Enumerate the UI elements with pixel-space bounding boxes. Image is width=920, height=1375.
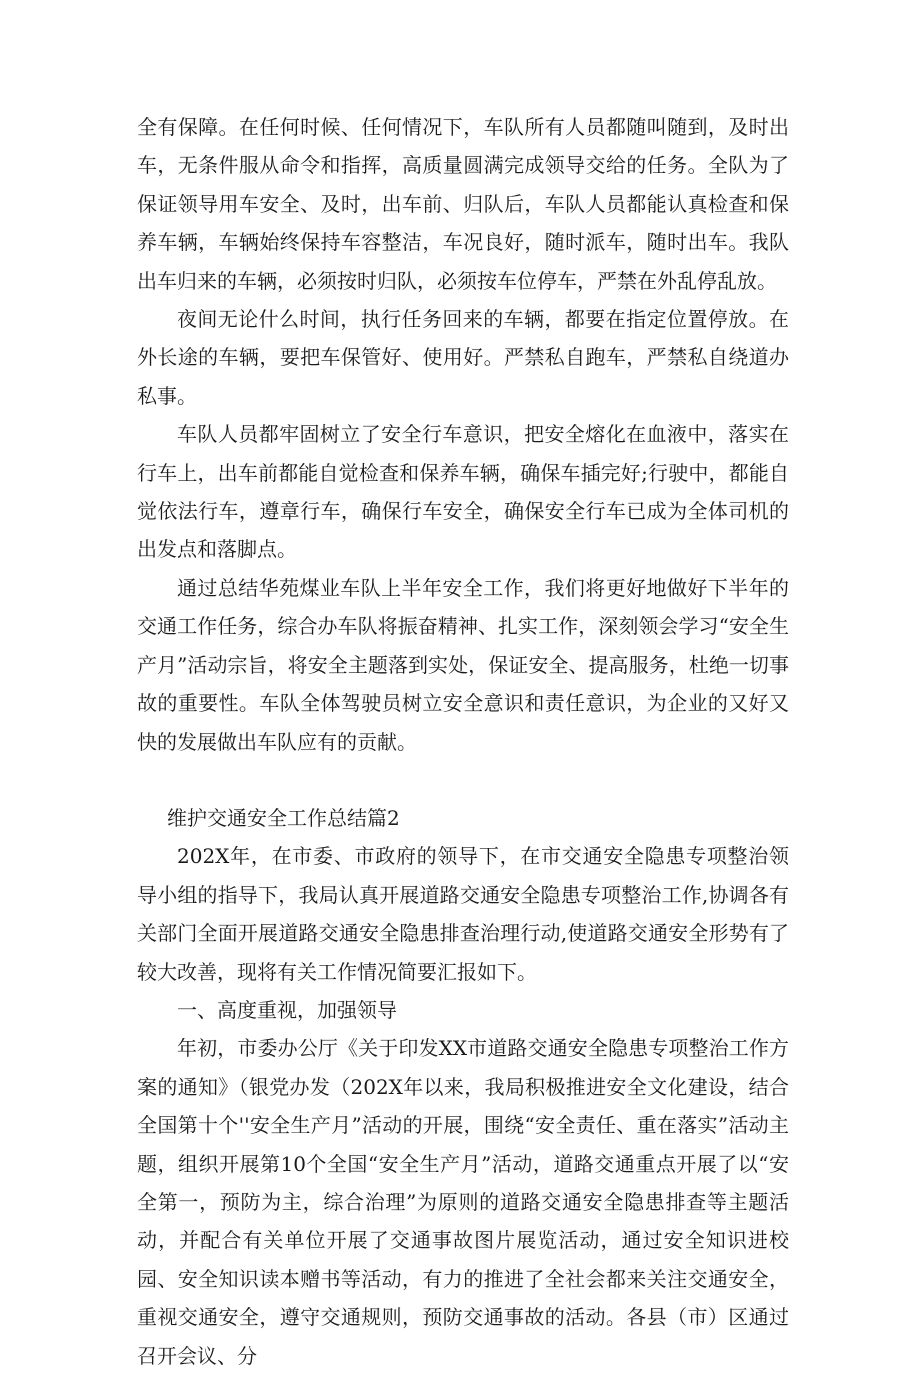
paragraph: 202X年，在市委、市政府的领导下，在市交通安全隐患专项整治领导小组的指导下，我局认真开展道路交通安全隐患专项整治工作,协调各有关部门全面开展道路交通安全隐患排查治理行动,使道路交通安全形势有了较大改善，现将有关工作情况简要汇报如下。: [137, 844, 789, 984]
paragraph: 车队人员都牢固树立了安全行车意识，把安全熔化在血液中，落实在行车上，出车前都能自觉检查和保养车辆，确保车插完好;行驶中，都能自觉依法行车，遵章行车，确保行车安全，确保安全行车已成为全体司机的出发点和落脚点。: [137, 422, 789, 562]
document-body: [137, 108, 789, 1375]
subsection-heading: 一、高度重视，加强领导: [177, 997, 397, 1022]
paragraph: 年初，市委办公厅《关于印发XX市道路交通安全隐患专项整治工作方案的通知》（银党办发（202X年以来，我局积极推进安全文化建设，结合全国第十个''安全生产月”活动的开展，围绕“安全责任、重在落实”活动主题，组织开展第10个全国“安全生产月”活动，道路交通重点开展了以“安全第一，预防为主，综合治理”为原则的道路交通安全隐患排查等主题活动，并配合有关单位开展了交通事故图片展览活动，通过安全知识进校园、安全知识读本赠书等活动，有力的推进了全社会都来关注交通安全，重视交通安全，遵守交通规则，预防交通事故的活动。各县（市）区通过召开会议、分: [137, 1036, 789, 1368]
paragraph-continued: 全有保障。在任何时候、任何情况下，车队所有人员都随叫随到，及时出车，无条件服从命令和指挥，高质量圆满完成领导交给的任务。全队为了保证领导用车安全、及时，出车前、归队后，车队人员都能认真检查和保养车辆，车辆始终保持车容整洁，车况良好，随时派车，随时出车。我队出车归来的车辆，必须按时归队，必须按车位停车，严禁在外乱停乱放。: [137, 115, 789, 293]
section-title: 维护交通安全工作总结篇2: [167, 805, 400, 830]
paragraph: 夜间无论什么时间，执行任务回来的车辆，都要在指定位置停放。在外长途的车辆，要把车保管好、使用好。严禁私自跑车，严禁私自绕道办私事。: [137, 307, 789, 408]
section-spacer: [137, 761, 789, 799]
paragraph: 通过总结华苑煤业车队上半年安全工作，我们将更好地做好下半年的交通工作任务，综合办车队将振奋精神、扎实工作，深刻领会学习“安全生产月”活动宗旨，将安全主题落到实处，保证安全、提高服务，杜绝一切事故的重要性。车队全体驾驶员树立安全意识和责任意识，为企业的又好又快的发展做出车队应有的贡献。: [137, 575, 789, 754]
